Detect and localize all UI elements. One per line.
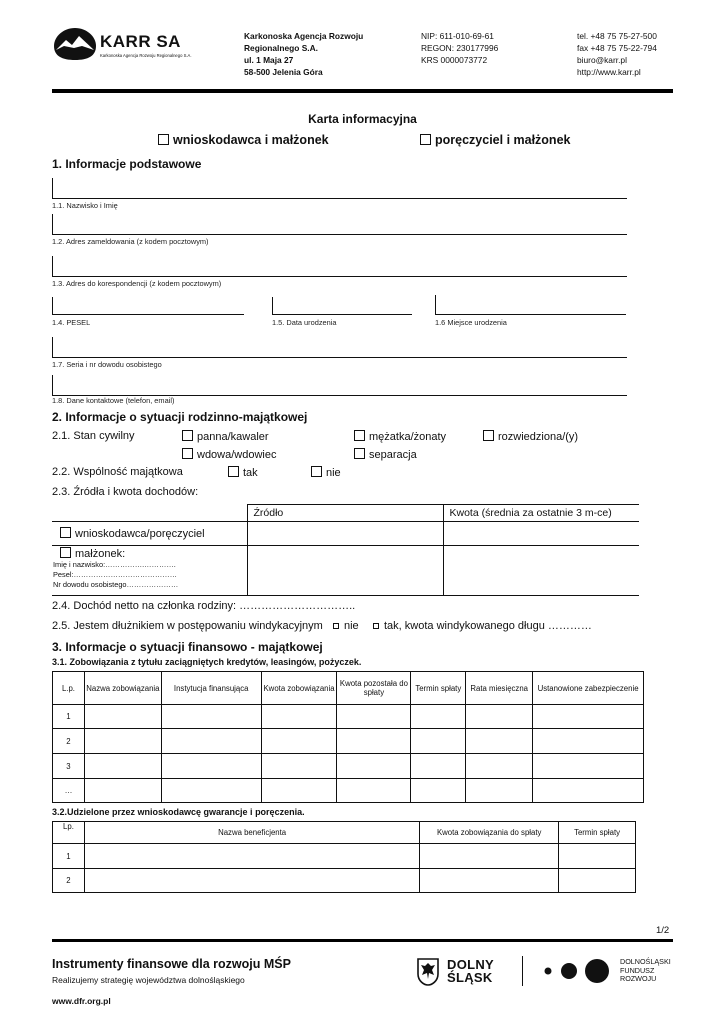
table-cell[interactable] (261, 779, 337, 803)
checkbox[interactable] (182, 448, 193, 459)
debtor-yes-label: tak, kwota windykowanego długu ………… (384, 620, 592, 632)
field-id-card-label: 1.7. Seria i nr dowodu osobistego (52, 360, 162, 369)
t1-lp: … (53, 779, 85, 803)
role-applicant-option[interactable] (158, 133, 329, 147)
dolny-slask-logo (417, 956, 507, 990)
t1-col-name: Nazwa zobowiązania (84, 672, 161, 705)
income-applicant-amount[interactable] (443, 522, 639, 546)
dots-logo-icon (542, 957, 612, 987)
checkbox[interactable] (354, 448, 365, 459)
table-cell[interactable] (559, 844, 636, 869)
income-row-applicant[interactable] (52, 522, 247, 546)
field-birth-place-label: 1.6 Miejsce urodzenia (435, 318, 507, 327)
address-line: Karkonoska Agencja Rozwoju (244, 31, 364, 41)
checkbox[interactable] (420, 134, 431, 145)
t2-col-amount: Kwota zobowiązania do spłaty (420, 822, 559, 844)
registry-line: REGON: 230177996 (421, 43, 499, 53)
t2-col-lp: Lp. (53, 822, 85, 844)
spouse-id: Nr dowodu osobistego………………… (53, 580, 179, 589)
t1-col-collateral: Ustanowione zabezpieczenie (533, 672, 644, 705)
t1-col-institution: Instytucja finansująca (161, 672, 261, 705)
table-cell[interactable] (420, 844, 559, 869)
checkbox[interactable] (158, 134, 169, 145)
table-cell[interactable] (84, 779, 161, 803)
table-cell[interactable] (466, 729, 533, 754)
income-col-amount: Kwota (średnia za ostatnie 3 m-ce) (443, 505, 639, 522)
t2-col-beneficiary: Nazwa beneficjenta (84, 822, 419, 844)
table-cell[interactable] (161, 754, 261, 779)
spouse-name: Imię i nazwisko:…………….…………. (53, 560, 176, 569)
debtor-yes-option[interactable] (373, 620, 592, 632)
field-birth-date[interactable] (272, 314, 412, 315)
field-contact-label: 1.8. Dane kontaktowe (telefon, email) (52, 396, 175, 405)
joint-no-label: nie (326, 467, 341, 479)
joint-yes-option[interactable] (228, 466, 258, 479)
table-row (53, 869, 636, 893)
income-applicant-source[interactable] (247, 522, 443, 546)
field-pesel-label: 1.4. PESEL (52, 318, 91, 327)
field-correspondence-address-label: 1.3. Adres do korespondencji (z kodem pocztowym) (52, 279, 222, 288)
mountain-logo-icon (52, 26, 98, 62)
civil-married-label: mężatka/żonaty (369, 431, 447, 443)
field-id-card[interactable] (52, 357, 627, 358)
eagle-crest-icon (417, 958, 439, 986)
t2-lp: 1 (53, 844, 85, 869)
table-cell[interactable] (261, 705, 337, 729)
t1-col-term: Termin spłaty (411, 672, 466, 705)
contact-phone: tel. +48 75 75-27-500 (577, 31, 657, 41)
address-line: ul. 1 Maja 27 (244, 55, 294, 65)
contact-website[interactable]: http://www.karr.pl (577, 67, 641, 77)
table-row (53, 844, 636, 869)
table-cell[interactable] (466, 705, 533, 729)
civil-separated-label: separacja (369, 449, 417, 461)
table-cell[interactable] (337, 705, 411, 729)
debtor-label: 2.5. Jestem dłużnikiem w postępowaniu windykacyjnym (52, 620, 323, 632)
table-cell[interactable] (466, 779, 533, 803)
table-cell[interactable] (161, 729, 261, 754)
header-rule (52, 89, 673, 93)
address-line: Regionalnego S.A. (244, 43, 318, 53)
civil-divorced-option[interactable] (483, 430, 578, 443)
t1-col-installment: Rata miesięczna (466, 672, 533, 705)
table-cell[interactable] (161, 779, 261, 803)
table-cell[interactable] (533, 705, 644, 729)
footer-divider (522, 956, 523, 986)
logo-fund-line2: FUNDUSZ (620, 965, 655, 975)
checkbox[interactable] (354, 430, 365, 441)
section3-heading: 3. Informacje o sytuacji finansowo - majątkowej (52, 640, 323, 654)
table-cell[interactable] (533, 729, 644, 754)
civil-single-option[interactable] (182, 430, 269, 443)
dfr-logo (542, 957, 682, 987)
footer-rule (52, 939, 673, 942)
checkbox[interactable] (483, 430, 494, 441)
table-cell[interactable] (337, 779, 411, 803)
logo-ds-line2: ŚLĄSK (447, 970, 493, 985)
contact-fax: fax +48 75 75-22-794 (577, 43, 657, 53)
table-cell[interactable] (411, 705, 466, 729)
spouse-pesel: Pesel:…………………………………… (53, 570, 178, 579)
civil-widowed-label: wdowa/wdowiec (197, 449, 277, 461)
field-name-label: 1.1. Nazwisko i Imię (52, 201, 118, 210)
role-guarantor-option[interactable] (420, 133, 570, 147)
section31-heading: 3.1. Zobowiązania z tytułu zaciągniętych kredytów, leasingów, pożyczek. (52, 657, 362, 667)
checkbox[interactable] (373, 623, 379, 629)
t2-lp: 2 (53, 869, 85, 893)
income-row-spouse[interactable] (52, 546, 247, 596)
income-spouse-amount[interactable] (443, 546, 639, 596)
civil-single-label: panna/kawaler (197, 431, 269, 443)
table-cell[interactable] (337, 729, 411, 754)
civil-separated-option[interactable] (354, 448, 417, 461)
logo-fund-line1: DOLNOŚLĄSKI (620, 957, 671, 966)
form-title: Karta informacyjna (308, 112, 417, 126)
debtor-no-label: nie (344, 620, 359, 632)
t1-col-lp: L.p. (53, 672, 85, 705)
logo-fund-line3: ROZWOJU (620, 974, 657, 983)
table-cell[interactable] (84, 844, 419, 869)
civil-status-label: 2.1. Stan cywilny (52, 430, 135, 442)
field-pesel[interactable] (52, 314, 244, 315)
civil-married-option[interactable] (354, 430, 446, 443)
t1-col-amount: Kwota zobowiązania (261, 672, 337, 705)
page-number: 1/2 (656, 925, 670, 936)
joint-yes-label: tak (243, 467, 258, 479)
table-cell[interactable] (261, 729, 337, 754)
checkbox[interactable] (333, 623, 339, 629)
table-cell[interactable] (533, 754, 644, 779)
registry-line: NIP: 611-010-69-61 (421, 31, 494, 41)
income-label: 2.3. Źródła i kwota dochodów: (52, 486, 199, 498)
header-registry (421, 30, 498, 66)
table-cell[interactable] (84, 705, 161, 729)
address-line: 58-500 Jelenia Góra (244, 67, 323, 77)
table-row (53, 729, 644, 754)
contact-email[interactable]: biuro@karr.pl (577, 55, 627, 65)
table-cell[interactable] (84, 869, 419, 893)
table-cell[interactable] (411, 754, 466, 779)
t2-col-term: Termin spłaty (559, 822, 636, 844)
table-cell[interactable] (84, 729, 161, 754)
field-birth-date-label: 1.5. Data urodzenia (272, 318, 337, 327)
header-contact (577, 30, 657, 78)
table-cell[interactable] (161, 705, 261, 729)
income-row-spouse-label: małżonek: (75, 548, 126, 560)
civil-divorced-label: rozwiedziona/(y) (498, 431, 579, 443)
role-applicant-label: wnioskodawca i małżonek (173, 133, 329, 147)
table-row (53, 779, 644, 803)
income-row-applicant-label: wnioskodawca/poręczyciel (75, 528, 205, 540)
logo-ds-line1: DOLNY (447, 957, 494, 972)
table-cell[interactable] (261, 754, 337, 779)
civil-widowed-option[interactable] (182, 448, 276, 461)
checkbox[interactable] (182, 430, 193, 441)
logo-subtitle: Karkonoska Agencja Rozwoju Regionalnego S.A. (100, 53, 192, 58)
t1-lp: 2 (53, 729, 85, 754)
footer-title: Instrumenty finansowe dla rozwoju MŚP (52, 957, 291, 971)
table-cell[interactable] (84, 754, 161, 779)
field-registered-address[interactable] (52, 234, 627, 235)
checkbox[interactable] (311, 466, 322, 477)
income-col-source: Źródło (247, 505, 443, 522)
section1-heading: 1. Informacje podstawowe (52, 157, 202, 171)
footer-subtitle: Realizujemy strategię województwa dolnośląskiego (52, 975, 245, 985)
section2-heading: 2. Informacje o sytuacji rodzinno-majątkowej (52, 410, 308, 424)
table-cell[interactable] (411, 729, 466, 754)
checkbox[interactable] (228, 466, 239, 477)
field-birth-place[interactable] (435, 314, 626, 315)
table-cell[interactable] (559, 869, 636, 893)
karr-logo (52, 26, 202, 66)
t1-lp: 1 (53, 705, 85, 729)
debtor-no-option[interactable] (333, 620, 359, 632)
registry-line: KRS 0000073772 (421, 55, 488, 65)
section32-heading: 3.2.Udzielone przez wnioskodawcę gwarancje i poręczenia. (52, 807, 305, 817)
table-cell[interactable] (411, 779, 466, 803)
role-guarantor-label: poręczyciel i małżonek (435, 133, 571, 147)
checkbox[interactable] (60, 527, 71, 538)
table-row (53, 705, 644, 729)
logo-text: KARR SA (100, 32, 181, 51)
guarantees-table (52, 821, 636, 893)
footer-url[interactable]: www.dfr.org.pl (52, 996, 111, 1006)
joint-no-option[interactable] (311, 466, 341, 479)
table-cell[interactable] (337, 754, 411, 779)
income-spouse-source[interactable] (247, 546, 443, 596)
field-name[interactable] (52, 198, 627, 199)
t1-col-remaining: Kwota pozostała do spłaty (337, 672, 411, 705)
t1-lp: 3 (53, 754, 85, 779)
field-registered-address-label: 1.2. Adres zameldowania (z kodem pocztowym) (52, 237, 209, 246)
field-correspondence-address[interactable] (52, 276, 627, 277)
table-cell[interactable] (533, 779, 644, 803)
checkbox[interactable] (60, 547, 71, 558)
net-income-line: 2.4. Dochód netto na członka rodziny: ………………………….. (52, 600, 356, 612)
liabilities-table (52, 671, 644, 803)
income-table (52, 504, 639, 596)
joint-property-label: 2.2. Wspólność majątkowa (52, 466, 183, 478)
table-cell[interactable] (466, 754, 533, 779)
table-row (53, 754, 644, 779)
header-address (244, 30, 363, 78)
table-cell[interactable] (420, 869, 559, 893)
